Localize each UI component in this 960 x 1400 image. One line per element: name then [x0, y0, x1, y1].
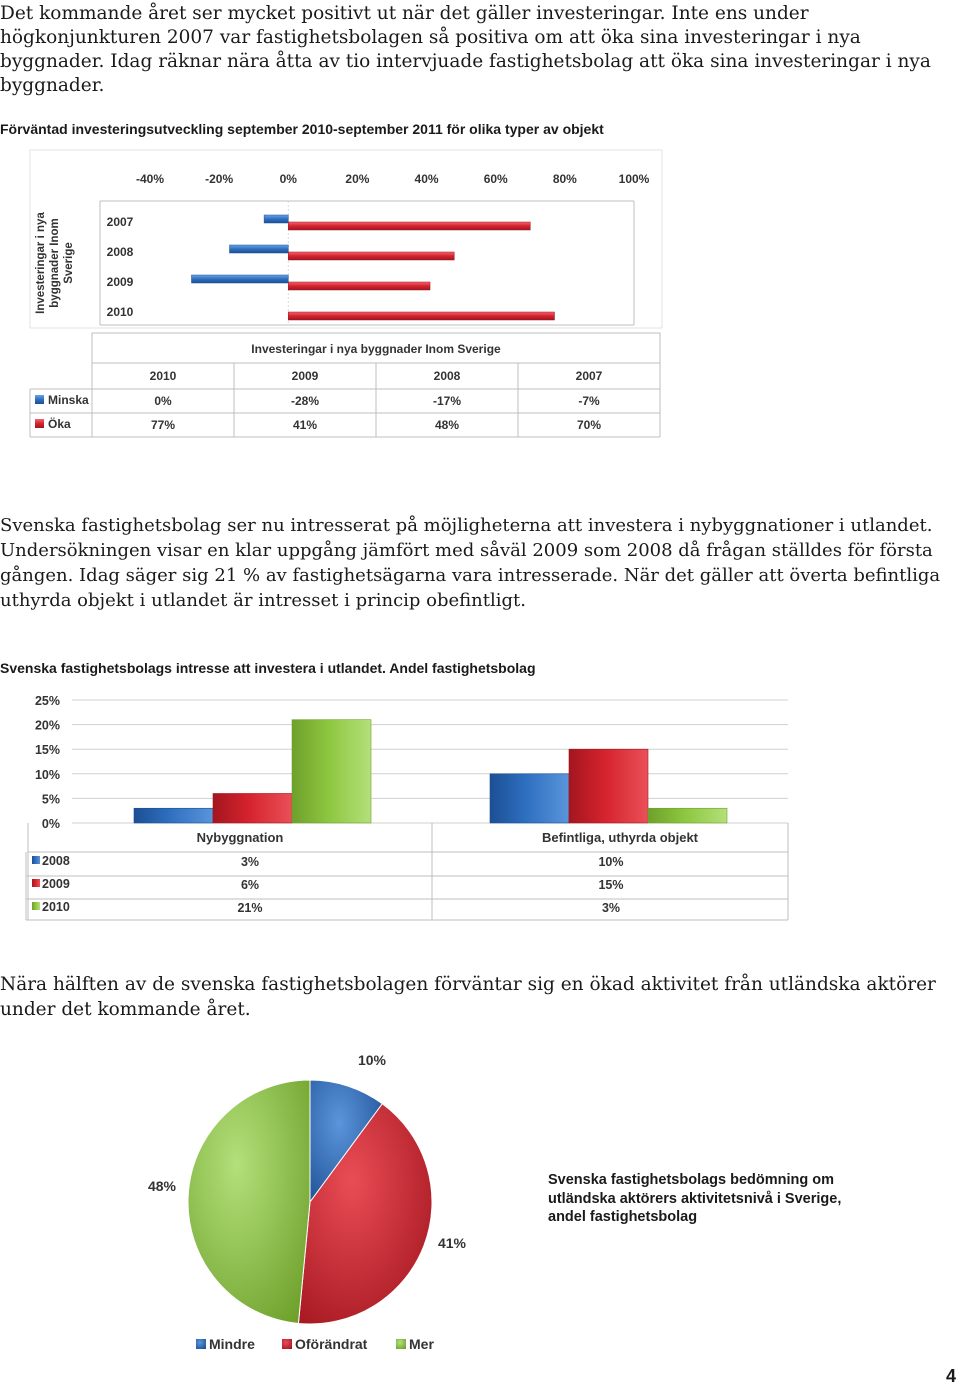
foreign-activity-pie-chart [0, 1045, 560, 1365]
chart1-x-tick-label: 80% [552, 172, 577, 186]
pie-legend [196, 1336, 434, 1352]
pie-label-oförändrat: 41% [437, 1235, 467, 1251]
chart2-y-tick-label: 5% [41, 792, 60, 807]
chart2-y-tick-label: 20% [34, 718, 60, 733]
bar-2008-nybyggnation [134, 808, 213, 823]
chart1-table-value: -7% [578, 394, 600, 408]
chart1-table-value: 77% [150, 418, 176, 432]
legend-label-2010: 2010 [42, 900, 70, 914]
legend-label-2008: 2008 [42, 854, 70, 868]
bar-minska-2007 [264, 215, 288, 223]
chart1-table-col-header: 2008 [433, 369, 461, 383]
legend-swatch-2010 [32, 902, 40, 910]
chart1-category-label: 2007 [106, 215, 134, 229]
chart2-category-label: Nybyggnation [196, 830, 284, 845]
chart2-table-value: 3% [601, 901, 621, 915]
legend-swatch-2008 [32, 856, 40, 864]
chart1-table-col-header: 2007 [575, 369, 603, 383]
pie-slice-mer [188, 1080, 310, 1323]
bar-oka-2007 [288, 222, 530, 230]
chart1-table-header: Investeringar i nya byggnader Inom Sverige [251, 342, 501, 356]
chart2-y-tick-label: 25% [34, 694, 60, 708]
chart1-category-label: 2010 [106, 305, 134, 319]
bar-minska-2009 [191, 275, 288, 283]
chart2-y-tick-label: 15% [34, 743, 60, 758]
bar-oka-2010 [288, 312, 554, 320]
pie-label-mindre: 10% [357, 1052, 387, 1068]
chart2-category-label: Befintliga, uthyrda objekt [541, 830, 699, 845]
chart2-table-value: 15% [598, 878, 624, 892]
page-number: 4 [945, 1366, 956, 1386]
pie-legend-swatch-mer [396, 1339, 406, 1349]
chart1-x-tick-label: -40% [135, 172, 165, 186]
chart1-table-col-header: 2009 [291, 369, 319, 383]
chart2-table-value: 10% [598, 855, 624, 869]
intro-paragraph: Det kommande året ser mycket positivt ut när det gäller investeringar. Inte ens under högkonjunkturen 2007 var fastighetsbolagen så positiva om att öka sina investeringar i nya byggnader. Idag räknar nära åtta av tio intervjuade fastighetsbolag att öka sina investeringar i nya byggnader. [0, 3, 931, 96]
bar-minska-2008 [230, 245, 289, 253]
pie-legend-label-mer: Mer [409, 1336, 434, 1352]
bar-oka-2009 [288, 282, 430, 290]
chart2-table-value: 21% [237, 901, 263, 915]
chart2-table-value: 6% [240, 878, 260, 892]
pie-legend-swatch-oförändrat [282, 1339, 292, 1349]
chart2-table-value: 3% [240, 855, 260, 869]
chart1-data-table [30, 333, 660, 437]
foreign-activity-paragraph: Nära hälften av de svenska fastighetsbolagen förväntar sig en ökad aktivitet från utländska aktörer under det kommande året. [0, 974, 936, 1020]
chart2-bars [134, 720, 727, 823]
abroad-interest-chart [0, 690, 800, 930]
legend-label-minska: Minska [48, 393, 89, 407]
chart1-category-label: 2008 [106, 245, 134, 259]
chart1-y-axis-label-line: Investeringar i nya [35, 212, 47, 314]
chart2-title: Svenska fastighetsbolags intresse att investera i utlandet. Andel fastighetsbolag [0, 660, 536, 676]
legend-label-2009: 2009 [42, 877, 70, 891]
chart1-x-tick-label: 20% [345, 172, 370, 186]
bar-2009-nybyggnation [213, 793, 292, 823]
chart1-x-tick-label: 100% [618, 172, 650, 186]
chart1-table-col-header: 2010 [149, 369, 177, 383]
chart1-x-tick-label: 60% [483, 172, 508, 186]
bar-2010-befintliga [648, 808, 727, 823]
chart2-y-tick-label: 10% [34, 767, 60, 782]
chart1-category-label: 2009 [106, 275, 134, 289]
chart2-data-table [26, 823, 788, 920]
bar-2009-befintliga [569, 749, 648, 823]
legend-swatch-minska [35, 395, 44, 404]
chart1-x-tick-label: 40% [414, 172, 439, 186]
chart1-y-axis-label-line: byggnader Inom [49, 218, 61, 308]
chart2-y-tick-label: 0% [41, 817, 60, 831]
bar-oka-2008 [288, 252, 454, 260]
investment-trend-chart [0, 145, 670, 445]
pie-legend-label-oförändrat: Oförändrat [295, 1336, 368, 1352]
pie-chart-caption: Svenska fastighetsbolags bedömning om utländska aktörers aktivitetsnivå i Sverige, andel fastighetsbolag [548, 1172, 842, 1225]
bar-2008-befintliga [490, 774, 569, 823]
chart1-table-value: 70% [576, 418, 602, 432]
pie-slices [188, 1080, 432, 1324]
bar-2010-nybyggnation [292, 720, 371, 823]
chart1-x-tick-label: -20% [205, 172, 234, 186]
pie-label-mer: 48% [147, 1178, 177, 1194]
chart1-y-axis-label-line: Sverige [63, 242, 75, 284]
chart1-table-value: -17% [432, 394, 462, 408]
pie-legend-label-mindre: Mindre [209, 1336, 255, 1352]
legend-label-oka: Öka [48, 417, 71, 431]
chart1-table-value: 0% [154, 394, 172, 408]
chart1-table-value: 41% [292, 418, 318, 432]
chart1-x-tick-label: 0% [279, 172, 297, 186]
abroad-paragraph: Svenska fastighetsbolag ser nu intresserat på möjligheterna att investera i nybyggnationer i utlandet. Undersökningen visar en klar uppgång jämfört med såväl 2009 som 2008 då frågan ställdes för första gången. Idag säger sig 21 % av fastighetsägarna vara intresserade. När det gäller att överta befintliga uthyrda objekt i utlandet är intresset i princip obefintligt. [0, 515, 941, 611]
chart1-table-value: 48% [434, 418, 460, 432]
legend-swatch-oka [35, 419, 44, 428]
chart1-title: Förväntad investeringsutveckling september 2010-september 2011 för olika typer av objekt [0, 121, 604, 137]
legend-swatch-2009 [32, 879, 40, 887]
pie-legend-swatch-mindre [196, 1339, 206, 1349]
chart1-table-value: -28% [290, 394, 320, 408]
